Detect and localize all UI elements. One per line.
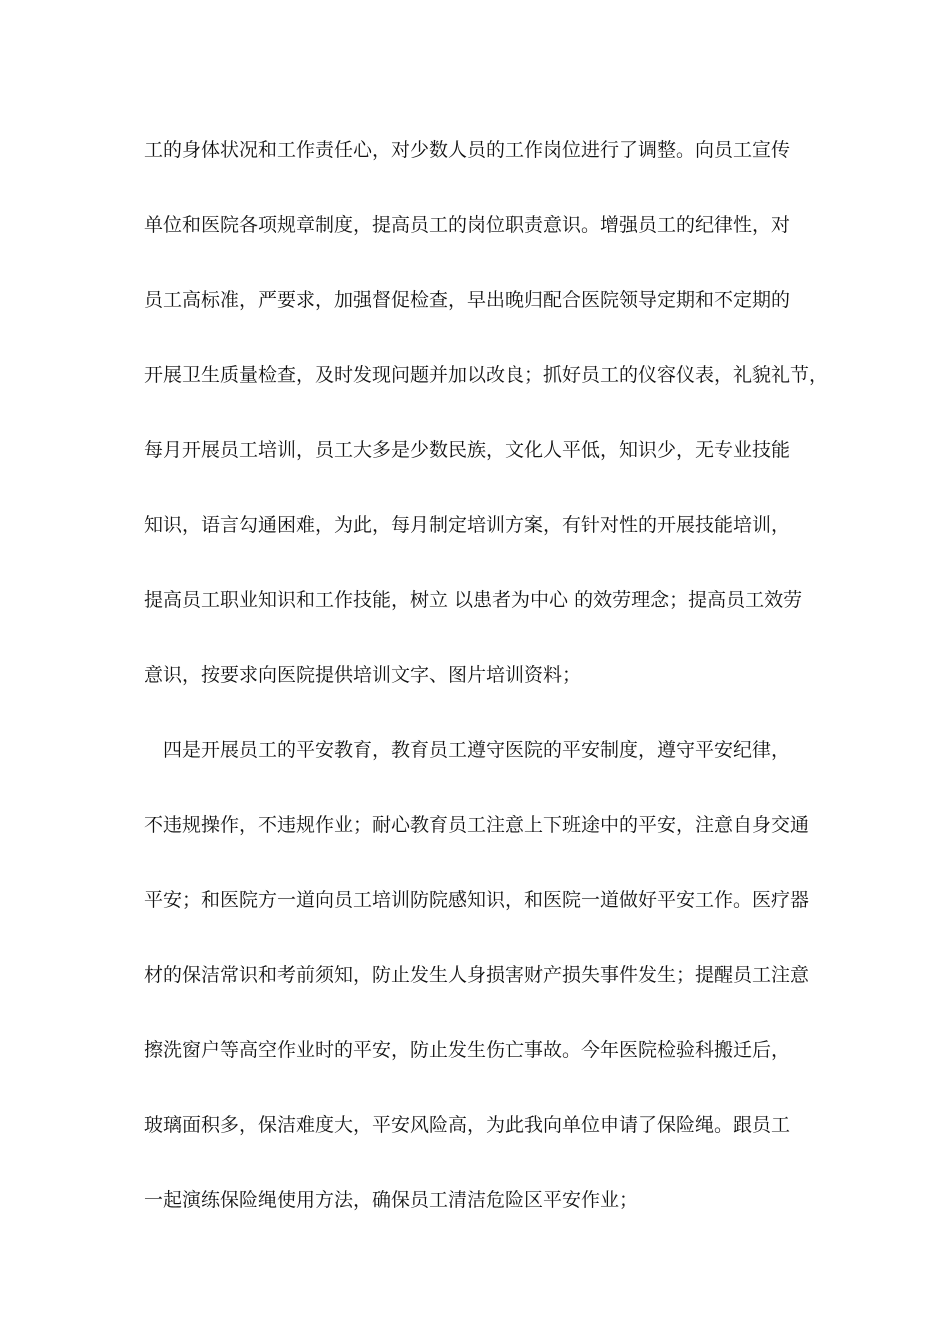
text-line: 每月开展员工培训，员工大多是少数民族，文化人平低，知识少，无专业技能: [144, 439, 791, 461]
text-line: 擦洗窗户等高空作业时的平安，防止发生伤亡事故。今年医院检验科搬迁后，: [144, 1039, 791, 1061]
text-line: 员工高标准，严要求，加强督促检查，早出晚归配合医院领导定期和不定期的: [144, 289, 791, 311]
text-line: 单位和医院各项规章制度，提高员工的岗位职责意识。增强员工的纪律性，对: [144, 214, 791, 236]
text-line: 意识，按要求向医院提供培训文字、图片培训资料；: [144, 664, 582, 686]
text-line: 平安；和医院方一道向员工培训防院感知识，和医院一道做好平安工作。医疗器: [144, 889, 810, 911]
text-line: 一起演练保险绳使用方法，确保员工清洁危险区平安作业；: [144, 1189, 639, 1211]
text-line: 材的保洁常识和考前须知，防止发生人身损害财产损失事件发生；提醒员工注意: [144, 964, 810, 986]
text-line: 玻璃面积多，保洁难度大，平安风险高，为此我向单位申请了保险绳。跟员工: [144, 1114, 791, 1136]
text-line: 工的身体状况和工作责任心，对少数人员的工作岗位进行了调整。向员工宣传: [144, 139, 791, 161]
text-line: 知识，语言勾通困难，为此，每月制定培训方案，有针对性的开展技能培训，: [144, 514, 791, 536]
document-body: [144, 131, 829, 1256]
paragraph-start-line: 四是开展员工的平安教育，教育员工遵守医院的平安制度，遵守平安纪律，: [163, 739, 791, 761]
text-line: 开展卫生质量检查，及时发现问题并加以改良；抓好员工的仪容仪表，礼貌礼节，: [144, 364, 829, 386]
text-line: 提高员工职业知识和工作技能，树立 以患者为中心 的效劳理念；提高员工效劳: [144, 589, 803, 611]
text-line: 不违规操作，不违规作业；耐心教育员工注意上下班途中的平安，注意自身交通: [144, 814, 810, 836]
